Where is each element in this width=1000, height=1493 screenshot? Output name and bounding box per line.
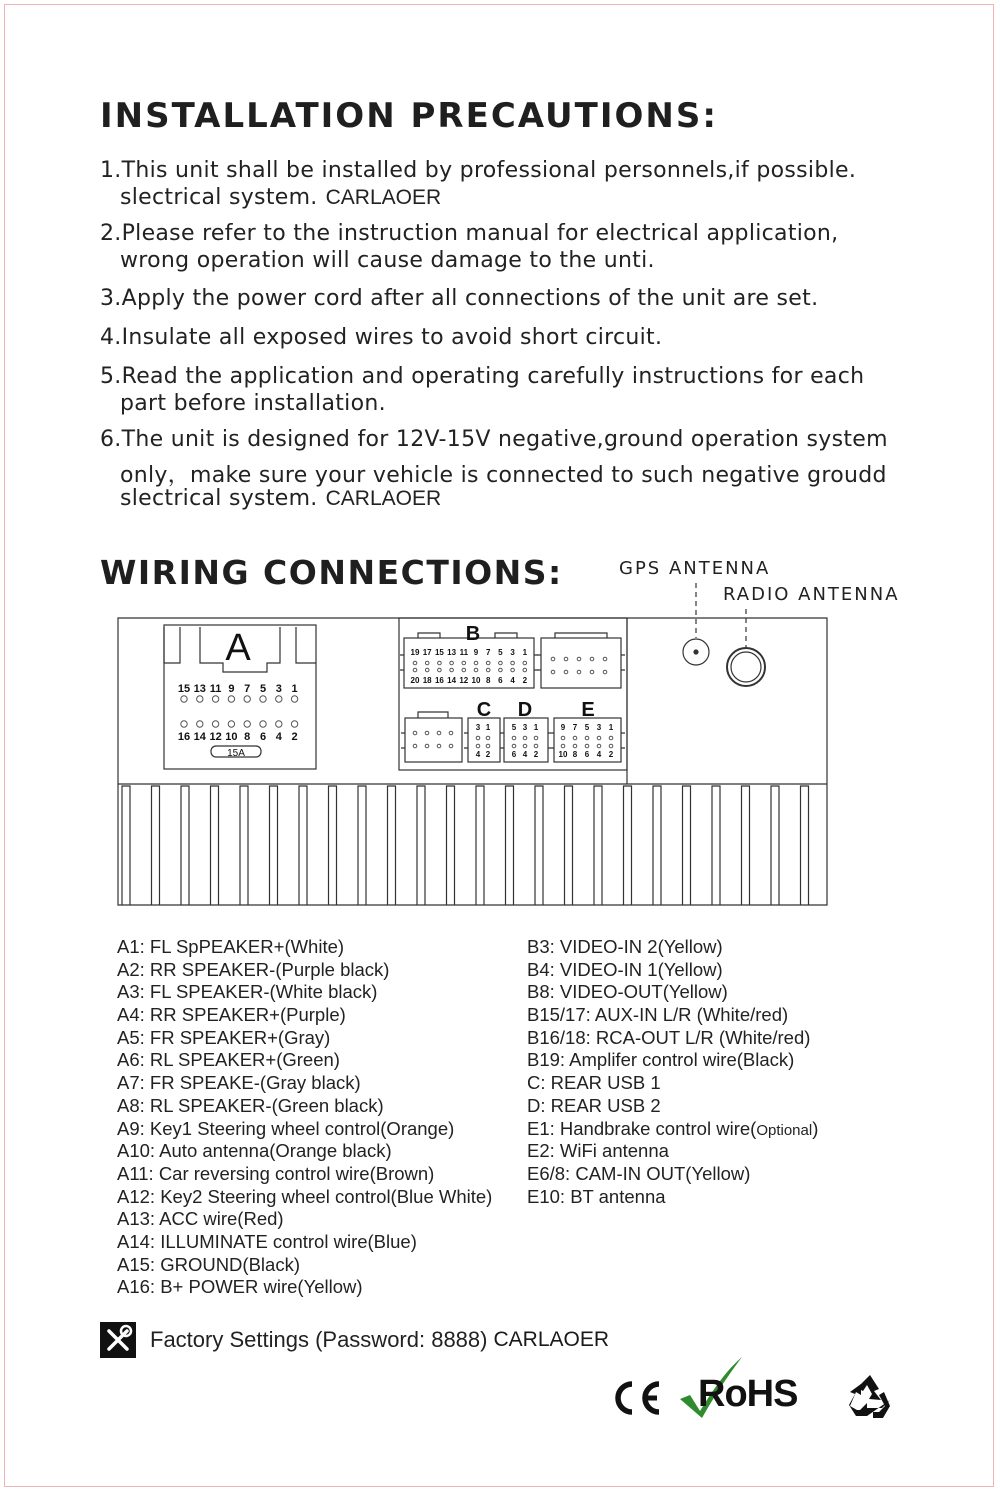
connector-b-bottom-pin-number: 2	[522, 676, 528, 685]
precaution-text: 3.Apply the power cord after all connections of the unit are set.	[100, 286, 819, 311]
connector-a-top-pin-number: 9	[228, 683, 235, 695]
legend-right-text: D: REAR USB 2	[527, 1094, 661, 1116]
legend-right-text: E6/8: CAM-IN OUT(Yellow)	[527, 1162, 751, 1184]
precaution-text: 6.The unit is designed for 12V-15V negative,ground operation system	[100, 427, 888, 452]
connector-e-bottom-pin	[561, 744, 565, 748]
connector-b-bottom-pin	[438, 668, 442, 672]
heatsink-fins	[122, 786, 809, 905]
legend-right-item	[527, 981, 818, 1004]
connector-b2-pin	[603, 657, 607, 661]
connector-b-top-pin-number: 1	[522, 648, 528, 657]
connector-b-top-pin	[499, 661, 503, 665]
legend-left-item: A16: B+ POWER wire(Yellow)	[117, 1276, 363, 1298]
connector-a-top-pin-number: 11	[209, 683, 222, 695]
connector-b-bottom-pin	[462, 668, 466, 672]
connector-b-top-pin	[474, 661, 478, 665]
connector-e-label: E	[581, 699, 595, 721]
precaution-text: 2.Please refer to the instruction manual for electrical application,	[100, 221, 839, 246]
connector-b-top-pin-number: 11	[459, 648, 469, 657]
connector-extra-pin	[413, 731, 417, 735]
connector-a-label: A	[225, 627, 251, 669]
heatsink-fin	[181, 786, 189, 905]
connector-b-bottom-pin-number: 14	[447, 676, 457, 685]
connector-a-bottom-pin	[181, 721, 187, 727]
legend-right-text: B16/18: RCA-OUT L/R (White/red)	[527, 1026, 811, 1048]
legend-right-item	[527, 1186, 818, 1209]
connector-a-bottom-pin	[276, 721, 282, 727]
connector-a-bottom-pin	[197, 721, 203, 727]
legend-right-text: B15/17: AUX-IN L/R (White/red)	[527, 1004, 789, 1026]
legend-right-text: B4: VIDEO-IN 1(Yellow)	[527, 958, 723, 980]
connector-a-top-pin	[244, 696, 250, 702]
legend-right-item	[527, 1118, 818, 1141]
legend-right-text: E2: WiFi antenna	[527, 1140, 669, 1162]
heatsink-fin	[801, 786, 809, 905]
wiring-title: WIRING CONNECTIONS:	[100, 553, 563, 592]
connector-b-tabs	[400, 655, 538, 670]
legend-right-item	[527, 1027, 818, 1050]
recycle-icon	[846, 1372, 894, 1425]
connector-b-top-pin-number: 13	[447, 648, 457, 657]
heatsink-fin	[240, 786, 248, 905]
legend-right-text: C: REAR USB 1	[527, 1072, 661, 1094]
connector-b-top-pin	[425, 661, 429, 665]
legend-left-item: A8: RL SPEAKER-(Green black)	[117, 1094, 384, 1116]
connector-e-top-pin	[609, 736, 613, 740]
heatsink-fin	[417, 786, 425, 905]
connector-b-bottom-pin-number: 12	[459, 676, 469, 685]
precaution-brand: CARLAOER	[325, 186, 442, 209]
connector-row2-tabs	[401, 733, 625, 748]
connector-e-bottom-pin	[609, 744, 613, 748]
connector-d-top-pin-number: 5	[511, 723, 517, 732]
heatsink-fin	[358, 786, 366, 905]
legend-right-item	[527, 1095, 818, 1118]
precaution-text: part before installation.	[120, 391, 386, 416]
legend-right-suffix: )	[812, 1117, 819, 1139]
connector-b2-pin	[577, 670, 581, 674]
precaution-text: 1.This unit shall be installed by professional personnels,if possible.	[100, 158, 857, 183]
legend-right-text: B3: VIDEO-IN 2(Yellow)	[527, 936, 723, 957]
connector-c-top-pin	[476, 736, 480, 740]
precaution-text: 4.Insulate all exposed wires to avoid short circuit.	[100, 325, 663, 350]
connector-b-bottom-pin	[499, 668, 503, 672]
connector-e-top-pin-number: 7	[572, 723, 578, 732]
gps-antenna-pin	[694, 650, 698, 654]
connector-e-bottom-pin-number: 2	[608, 750, 614, 759]
heatsink-fin	[653, 786, 661, 905]
connector-b-bottom-pin	[523, 668, 527, 672]
connector-b2-housing	[541, 638, 621, 688]
connector-b2-pin	[551, 657, 555, 661]
connector-a-bottom-pin	[228, 721, 234, 727]
connector-e-bottom-pin	[585, 744, 589, 748]
factory-settings	[100, 1320, 609, 1360]
connector-e-top-pin	[585, 736, 589, 740]
connector-c-housing	[468, 718, 500, 762]
heatsink-fin	[329, 786, 337, 905]
connector-e-bottom-pin	[573, 744, 577, 748]
connector-b-top-pin	[523, 661, 527, 665]
legend-left-item: A11: Car reversing control wire(Brown)	[117, 1162, 435, 1184]
connector-a-bottom-pin-number: 8	[244, 731, 251, 743]
connector-b2-pin	[564, 670, 568, 674]
legend-left-item: A6: RL SPEAKER+(Green)	[117, 1049, 340, 1071]
connector-d-top-pin	[523, 736, 527, 740]
connector-a-top-pin	[276, 696, 282, 702]
connector-a-top-pin-number: 15	[177, 683, 191, 695]
heatsink-fin	[447, 786, 455, 905]
heatsink-fin	[742, 786, 750, 905]
heatsink-fin	[270, 786, 278, 905]
legend-right-item	[527, 1072, 818, 1095]
connector-c-bottom-pin-number: 4	[475, 750, 481, 759]
connector-c-top-pin	[486, 736, 490, 740]
connector-a-top-pin-number: 5	[259, 683, 267, 695]
legend-left-item: A3: FL SPEAKER-(White black)	[117, 981, 378, 1003]
connector-b-top-pin	[462, 661, 466, 665]
heatsink-fin	[594, 786, 602, 905]
rohs-check-icon	[676, 1355, 816, 1420]
connector-a-top-pin	[291, 696, 297, 702]
precaution-text: wrong operation will cause damage to the unti.	[120, 248, 655, 273]
connector-d-bottom-pin-number: 6	[511, 750, 517, 759]
connector-extra-key	[418, 712, 448, 718]
connector-a-bottom-pin-number: 4	[275, 731, 282, 743]
legend-left-item: A9: Key1 Steering wheel control(Orange)	[117, 1117, 455, 1139]
connector-e-bottom-pin-number: 8	[572, 750, 578, 759]
connector-a-bottom-pin	[291, 721, 297, 727]
legend-right-text: B19: Amplifer control wire(Black)	[527, 1049, 795, 1071]
heatsink-fin	[624, 786, 632, 905]
legend-left-item: A4: RR SPEAKER+(Purple)	[117, 1004, 346, 1026]
connector-b2-key	[555, 633, 607, 638]
connector-d-top-pin	[512, 736, 516, 740]
legend-left-item: A13: ACC wire(Red)	[117, 1208, 284, 1230]
heatsink-fin	[122, 786, 130, 905]
connector-a-latch-left	[164, 627, 180, 663]
connector-a-top-pin-number: 7	[244, 683, 251, 695]
connector-a-top-pin	[260, 696, 266, 702]
legend-right-text: B8: VIDEO-OUT(Yellow)	[527, 981, 728, 1003]
connector-a-bottom-pin-number: 16	[177, 731, 191, 743]
connector-b-bottom-pin	[486, 668, 490, 672]
legend-left-item: A1: FL SpPEAKER+(White)	[117, 936, 345, 957]
connector-b-top-pin-number: 19	[410, 648, 420, 657]
legend-left-item: A7: FR SPEAKE-(Gray black)	[117, 1072, 361, 1094]
connector-b-bottom-pin	[425, 668, 429, 672]
connector-b-bottom-pin	[450, 668, 454, 672]
heatsink-fin	[152, 786, 160, 905]
heatsink-fin	[683, 786, 691, 905]
connector-b2-pin	[551, 670, 555, 674]
legend-left-item: A14: ILLUMINATE control wire(Blue)	[117, 1230, 417, 1252]
connector-b-bottom-pin-number: 6	[498, 676, 503, 685]
connector-e-top-pin	[573, 736, 577, 740]
heatsink-fin	[771, 786, 779, 905]
connector-e-bottom-pin-number: 4	[596, 750, 602, 759]
connector-e-top-pin-number: 9	[560, 723, 566, 732]
connector-e-bottom-pin-number: 10	[558, 750, 568, 759]
connector-d-label: D	[517, 699, 533, 721]
connector-e-top-pin-number: 1	[608, 723, 614, 732]
gps-antenna-label: GPS ANTENNA	[619, 558, 771, 579]
connector-a-bottom-pin-number: 10	[225, 731, 238, 743]
connector-b-top-pin	[413, 661, 417, 665]
connector-c-top-pin-number: 3	[475, 723, 481, 732]
connector-c-bottom-pin	[486, 744, 490, 748]
precaution-text: slectrical system.	[120, 486, 318, 511]
connector-a-top-pin-number: 3	[275, 683, 282, 695]
radio-antenna-socket-inner	[731, 652, 761, 682]
connector-c-bottom-pin-number: 2	[485, 750, 491, 759]
connector-e-top-pin-number: 3	[596, 723, 602, 732]
legend-left-item: A12: Key2 Steering wheel control(Blue White)	[117, 1185, 493, 1207]
connector-c-label: C	[476, 699, 492, 721]
tools-icon	[100, 1322, 136, 1358]
connector-b-bottom-pin-number: 16	[434, 676, 444, 685]
connector-e-top-pin-number: 5	[584, 723, 590, 732]
legend-left-item: A10: Auto antenna(Orange black)	[117, 1140, 392, 1162]
legend-left-item: A5: FR SPEAKER+(Gray)	[117, 1026, 331, 1048]
legend-right	[527, 936, 818, 1208]
connector-a-bottom-pin	[212, 721, 218, 727]
connector-b-bottom-pin-number: 10	[471, 676, 481, 685]
connector-d-bottom-pin	[512, 744, 516, 748]
connector-b-top-pin-number: 5	[498, 648, 503, 657]
connector-e-bottom-pin-number: 6	[584, 750, 590, 759]
connector-b2-pin	[590, 657, 594, 661]
connector-e-top-pin	[597, 736, 601, 740]
connector-b-top-pin-number: 3	[510, 648, 515, 657]
connector-b-top-pin	[450, 661, 454, 665]
connector-b2-tabs	[537, 655, 625, 670]
precaution-brand: CARLAOER	[325, 487, 442, 510]
connector-b-top-pin-number: 9	[473, 648, 479, 657]
legend-right-item	[527, 1140, 818, 1163]
connector-a-bottom-pin-number: 6	[259, 731, 267, 743]
connector-a-bottom-pin	[244, 721, 250, 727]
radio-antenna-socket	[727, 648, 765, 686]
legend-left	[117, 936, 492, 1299]
connector-d-top-pin	[534, 736, 538, 740]
heatsink-fin	[388, 786, 396, 905]
connector-d-bottom-pin	[523, 744, 527, 748]
connector-b-top-pin-number: 17	[422, 648, 432, 657]
connector-d-bottom-pin	[534, 744, 538, 748]
connector-b-bottom-pin-number: 18	[422, 676, 432, 685]
connector-b2-pin	[603, 670, 607, 674]
connector-b-bottom-pin	[511, 668, 515, 672]
legend-right-item	[527, 1004, 818, 1027]
connector-b-top-pin-number: 15	[434, 648, 444, 657]
legend-left-item: A15: GROUND(Black)	[117, 1253, 300, 1275]
legend-right-note: Optional	[756, 1121, 813, 1139]
connector-b-bottom-pin-number: 4	[510, 676, 515, 685]
heatsink-fin	[476, 786, 484, 905]
factory-settings-text: Factory Settings (Password: 8888)	[150, 1327, 488, 1352]
connector-b-bottom-pin-number: 8	[485, 676, 491, 685]
connector-b-top-pin	[511, 661, 515, 665]
heatsink-fin	[299, 786, 307, 905]
connector-a-fuse-label: 15A	[227, 748, 245, 759]
connector-b2-pin	[564, 657, 568, 661]
connector-a-top-pin	[181, 696, 187, 702]
connector-a-bottom-pin-number: 2	[291, 731, 298, 743]
legend-right-item	[527, 959, 818, 982]
factory-brand: CARLAOER	[493, 1328, 610, 1351]
radio-antenna-label: RADIO ANTENNA	[723, 584, 900, 605]
connector-b-bottom-pin	[413, 668, 417, 672]
connector-d-bottom-pin-number: 4	[522, 750, 528, 759]
heatsink-fin	[535, 786, 543, 905]
legend-right-item	[527, 936, 818, 959]
legend-right-item	[527, 1163, 818, 1186]
connector-extra-pin	[437, 731, 441, 735]
heatsink-fin	[211, 786, 219, 905]
heatsink-fin	[565, 786, 573, 905]
connector-d-top-pin-number: 1	[533, 723, 539, 732]
legend-right-text: E1: Handbrake control wire(	[527, 1117, 757, 1139]
connector-a-bottom-pin-number: 14	[193, 731, 206, 743]
legend-right-item	[527, 1049, 818, 1072]
heatsink-fin	[506, 786, 514, 905]
connector-c-bottom-pin	[476, 744, 480, 748]
legend-left-item: A2: RR SPEAKER-(Purple black)	[117, 958, 390, 980]
connector-b-top-pin-number: 7	[485, 648, 491, 657]
installation-title: INSTALLATION PRECAUTIONS:	[100, 96, 718, 136]
connector-b-bottom-pin	[474, 668, 478, 672]
connector-a-top-pin-number: 1	[291, 683, 298, 695]
connector-extra-pin	[449, 744, 453, 748]
precaution-text: only，make sure your vehicle is connected to such negative groudd	[120, 463, 887, 488]
precaution-text: slectrical system.	[120, 185, 318, 210]
heatsink-fin	[712, 786, 720, 905]
connector-b-top-pin	[438, 661, 442, 665]
connector-a-top-pin	[228, 696, 234, 702]
ce-mark-icon	[610, 1375, 664, 1426]
connector-extra-housing	[405, 718, 462, 762]
connector-extra-pin	[425, 744, 429, 748]
connector-d-top-pin-number: 3	[522, 723, 528, 732]
connector-a-top-pin	[212, 696, 218, 702]
connector-d-bottom-pin-number: 2	[533, 750, 539, 759]
precaution-text: 5.Read the application and operating carefully instructions for each	[100, 364, 865, 389]
legend-right-text: E10: BT antenna	[527, 1185, 666, 1207]
connector-b-top-pin	[486, 661, 490, 665]
connector-extra-pin	[437, 744, 441, 748]
connector-extra-pin	[413, 744, 417, 748]
connector-a-top-pin	[197, 696, 203, 702]
connector-e-bottom-pin	[597, 744, 601, 748]
connector-b-bottom-pin-number: 20	[410, 676, 420, 685]
rohs-label: RoHS	[698, 1373, 798, 1415]
connector-a-latch-right	[296, 627, 316, 663]
connector-extra-pin	[425, 731, 429, 735]
connector-b2-pin	[577, 657, 581, 661]
connector-b2-pin	[590, 670, 594, 674]
connector-e-top-pin	[561, 736, 565, 740]
connector-c-top-pin-number: 1	[485, 723, 491, 732]
connector-a-bottom-pin-number: 12	[209, 731, 222, 743]
connector-extra-pin	[449, 731, 453, 735]
connector-a-top-pin-number: 13	[193, 683, 206, 695]
connector-a-bottom-pin	[260, 721, 266, 727]
connector-b-label: B	[465, 623, 481, 645]
